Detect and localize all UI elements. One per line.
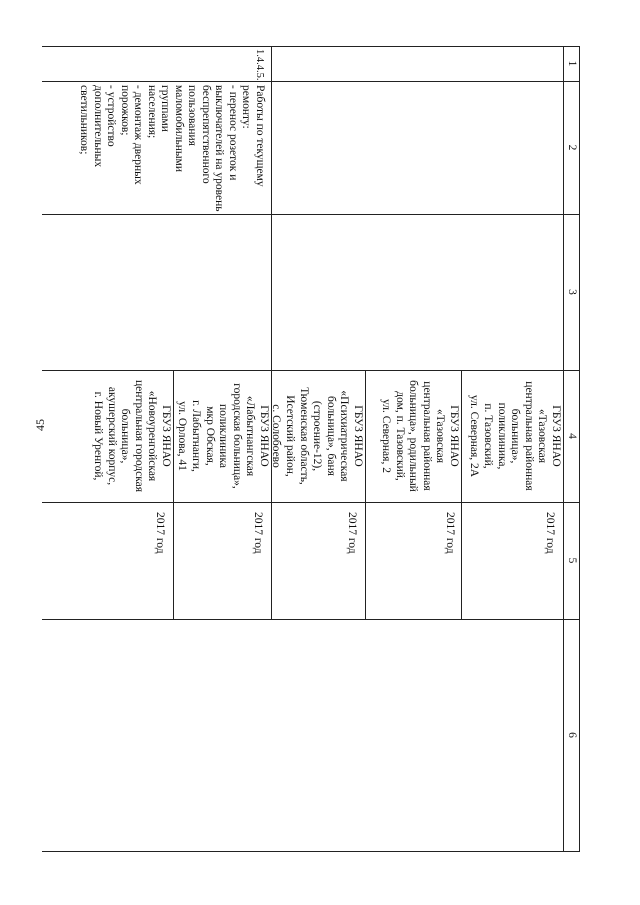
- table-border-top: [579, 46, 580, 851]
- header-col-5: 5: [566, 557, 578, 564]
- subrow-line-3: [173, 370, 174, 619]
- table-border-left: [42, 46, 580, 47]
- header-col-6: 6: [566, 732, 578, 738]
- object-cell-4: ГБУЗ ЯНАО «Лабытнангская городская больница», поликлиника мкр Обская, г. Лабытнанги, ул. Орлова, 41: [176, 383, 270, 489]
- object-cell-1: ГБУЗ ЯНАО «Тазовская центральная районная больница», поликлиника, п. Тазовский, ул. Северная, 2А: [468, 381, 562, 491]
- subrow-line-2: [365, 370, 366, 619]
- year-cell-3: 2017 год: [346, 512, 358, 554]
- header-col-2: 2: [566, 144, 578, 151]
- year-cell-1: 2017 год: [544, 512, 556, 554]
- row-number: 1.4.4.5.: [254, 49, 265, 81]
- header-col-1: 1: [566, 60, 578, 67]
- subrow-line-1: [461, 370, 462, 619]
- year-cell-2: 2017 год: [444, 512, 456, 554]
- row-separator: [271, 46, 272, 619]
- column-divider-4-5: [42, 502, 580, 503]
- header-separator: [563, 46, 564, 851]
- page-number: 45: [33, 419, 47, 431]
- object-cell-5: ГБУЗ ЯНАО «Новоуренгойская центральная городская больница», акушерский корпус, г. Новый Уренгой,: [92, 379, 172, 493]
- header-col-3: 3: [566, 289, 578, 295]
- year-cell-5: 2017 год: [154, 512, 166, 554]
- year-cell-4: 2017 год: [252, 512, 264, 554]
- table-border-right: [42, 851, 580, 852]
- rotated-table-page: [42, 46, 580, 851]
- column-divider-1-2: [42, 81, 580, 82]
- header-col-4: 4: [566, 433, 578, 439]
- column-divider-2-3: [42, 214, 580, 215]
- column-divider-3-4: [42, 370, 580, 371]
- work-description: Работы по текущему ремонту: - перенос розеток и выключателей на уровень беспрепятственного пользования маломобильными группами населения; - демонтаж дверных порожков; - устройство дополнительных светильников;: [78, 85, 266, 212]
- object-cell-2: ГБУЗ ЯНАО «Тазовская центральная районная больница», родильный дом, п. Тазовский, ул. Северная, 2: [380, 380, 460, 492]
- column-divider-5-6: [42, 619, 580, 620]
- object-cell-3: ГБУЗ ЯНАО «Психиатрическая больница», баня (строение-12), Тюменская область, Исетский район, с. Солобоево: [270, 387, 364, 485]
